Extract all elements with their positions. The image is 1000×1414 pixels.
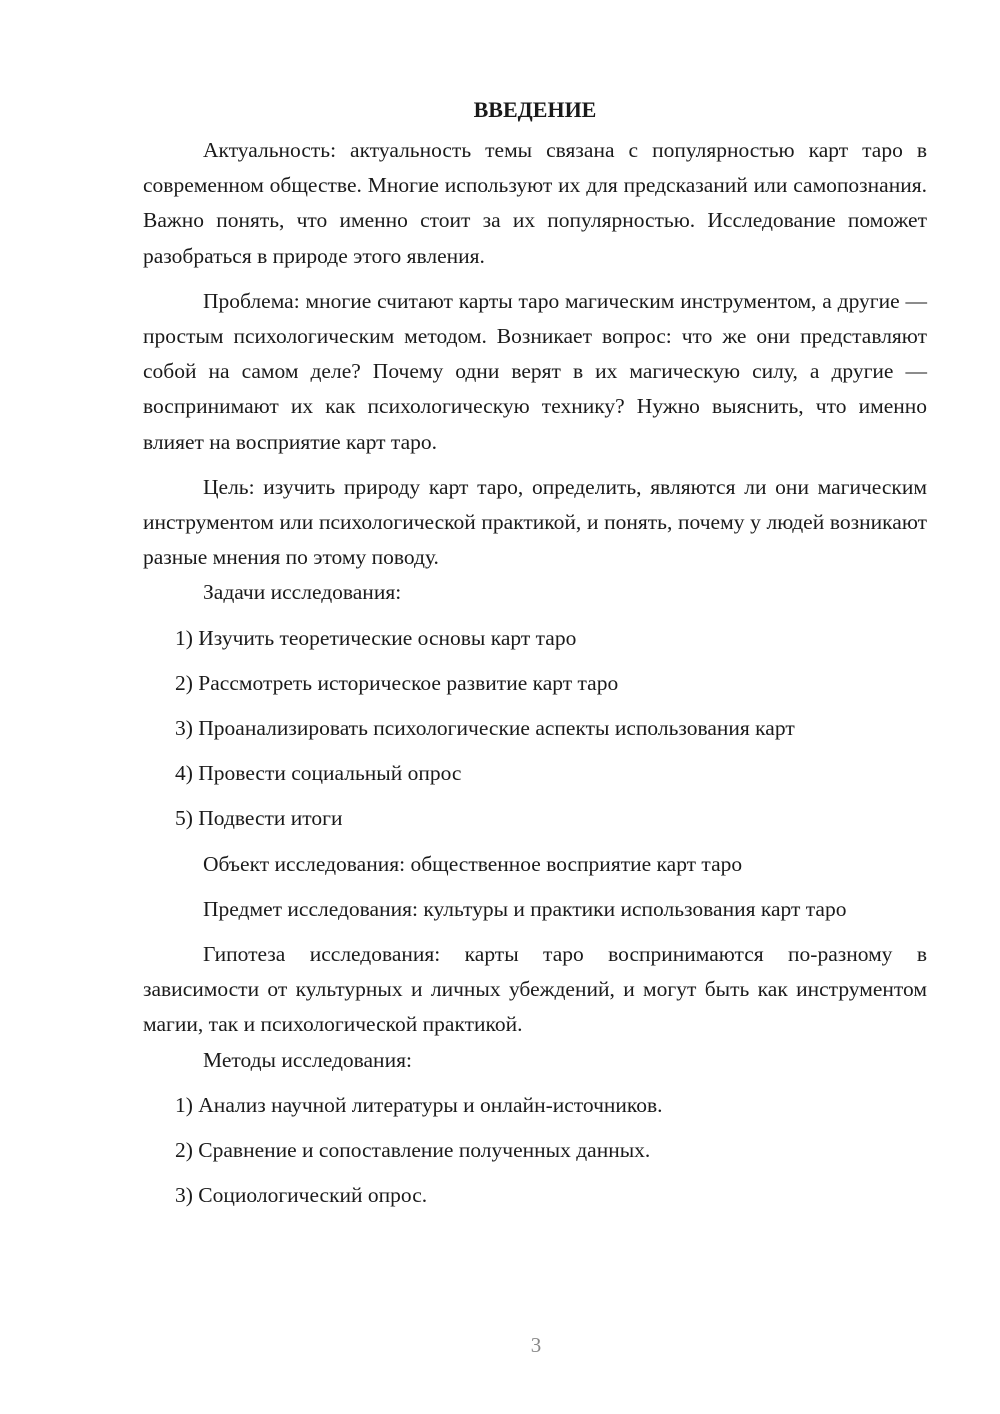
goal-paragraph: Цель: изучить природу карт таро, определить, являются ли они магическим инструментом или психологической практикой, и понять, почему у людей возникают разные мнения по этому поводу. bbox=[143, 474, 927, 570]
relevance-paragraph: Актуальность: актуальность темы связана с популярностью карт таро в современном обществе. Многие используют их для предсказаний или самопознания. Важно понять, что именно стоит за их популярностью. Исследование поможет разобраться в природе этого явления. bbox=[143, 138, 927, 268]
tasks-list bbox=[143, 621, 927, 837]
page-title: ВВЕДЕНИЕ bbox=[473, 97, 597, 122]
problem-paragraph: Проблема: многие считают карты таро магическим инструментом, а другие — простым психологическим методом. Возникает вопрос: что же они представляют собой на самом деле? Почему одни верят в их магическую силу, а другие — воспринимают их как психологическую технику? Нужно выяснить, что именно влияет на восприятие карт таро. bbox=[143, 288, 927, 454]
object-paragraph: Объект исследования: общественное восприятие карт таро bbox=[203, 851, 743, 876]
task-item-1: 1) Изучить теоретические основы карт таро bbox=[175, 625, 577, 650]
methods-heading: Методы исследования: bbox=[203, 1047, 412, 1072]
page-number: 3 bbox=[530, 1333, 542, 1357]
method-item-3: 3) Социологический опрос. bbox=[175, 1183, 428, 1208]
hypothesis-paragraph: Гипотеза исследования: карты таро воспринимаются по-разному в зависимости от культурных и личных убеждений, и могут быть как инструментом магии, так и психологической практикой. bbox=[143, 942, 927, 1037]
task-item-4: 4) Провести социальный опрос bbox=[175, 761, 462, 786]
subject-paragraph: Предмет исследования: культуры и практики использования карт таро bbox=[203, 896, 847, 921]
document-page bbox=[143, 92, 927, 1213]
tasks-heading: Задачи исследования: bbox=[203, 580, 402, 605]
task-item-2: 2) Рассмотреть историческое развитие карт таро bbox=[175, 670, 619, 695]
method-item-1: 1) Анализ научной литературы и онлайн-источников. bbox=[175, 1092, 663, 1117]
method-item-2: 2) Сравнение и сопоставление полученных данных. bbox=[175, 1138, 651, 1163]
methods-list bbox=[143, 1088, 927, 1214]
task-item-3: 3) Проанализировать психологические аспекты использования карт bbox=[175, 716, 795, 741]
task-item-5: 5) Подвести итоги bbox=[175, 806, 343, 831]
